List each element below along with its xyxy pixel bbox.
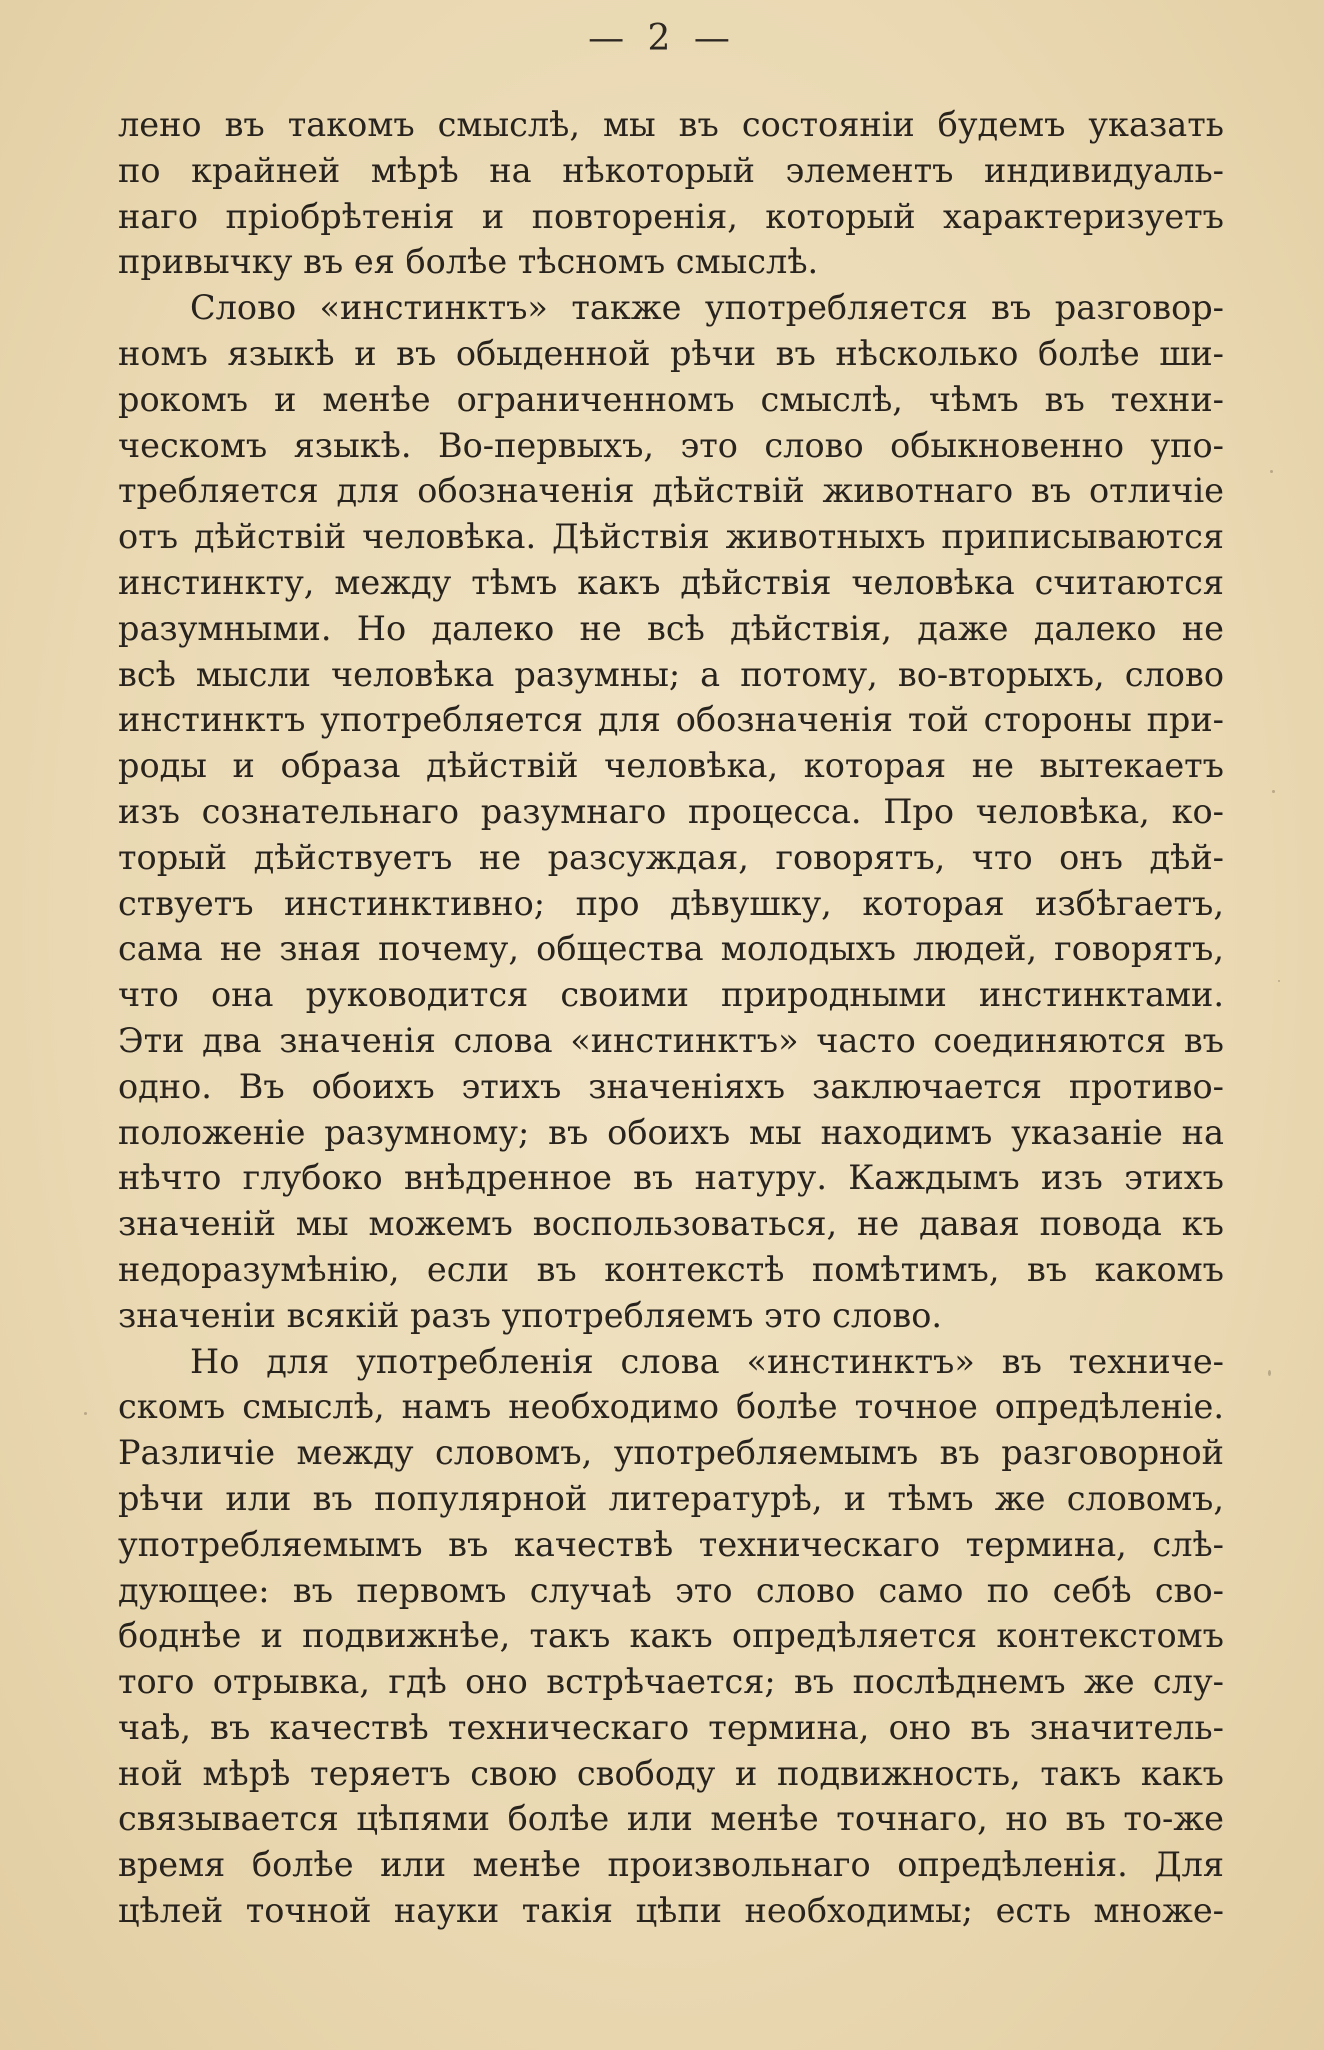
text-line: связывается цѣпями болѣе или менѣе точнаго, но въ то-же [118,1799,1224,1839]
text-line: роды и образа дѣйствій человѣка, которая не вытекаетъ [118,746,1224,786]
text-line: боднѣе и подвижнѣе, такъ какъ опредѣляется контекстомъ [118,1616,1224,1656]
text-line: отъ дѣйствій человѣка. Дѣйствія животныхъ приписываются [118,517,1224,557]
text-line: скомъ смыслѣ, намъ необходимо болѣе точное опредѣленіе. [118,1387,1224,1427]
text-line: ческомъ языкѣ. Во-первыхъ, это слово обыкновенно упо- [118,425,1224,465]
text-line: Но для употребленія слова «инстинктъ» въ техниче- [190,1341,1224,1381]
text-line: сама не зная почему, общества молодыхъ людей, говорятъ, [118,929,1224,969]
text-line: цѣлей точной науки такія цѣпи необходимы; есть множе- [118,1891,1224,1931]
text-line: инстинкту, между тѣмъ какъ дѣйствія человѣка считаются [118,562,1224,602]
paragraph-2 [118,285,1224,1338]
paper-speck [84,1412,87,1415]
text-line: дующее: въ первомъ случаѣ это слово само по себѣ сво- [118,1570,1224,1610]
text-line: рокомъ и менѣе ограниченномъ смыслѣ, чѣмъ въ техни- [118,379,1224,419]
text-line: недоразумѣнію, если въ контекстѣ помѣтимъ, въ какомъ [118,1249,1224,1289]
text-line: Слово «инстинктъ» также употребляется въ разговор- [190,288,1224,328]
paragraph-3 [118,1339,1224,1934]
text-line: одно. Въ обоихъ этихъ значеніяхъ заключается противо- [118,1066,1224,1106]
text-line: рѣчи или въ популярной литературѣ, и тѣмъ же словомъ, [118,1478,1224,1518]
text-line: положеніе разумному; въ обоихъ мы находимъ указаніе на [118,1112,1224,1152]
text-line: всѣ мысли человѣка разумны; а потому, во-вторыхъ, слово [118,654,1224,694]
paper-speck [1270,470,1273,473]
text-line: лено въ такомъ смыслѣ, мы въ состояніи будемъ указать [118,105,1224,144]
text-line: значеній мы можемъ воспользоваться, не давая повода къ [118,1204,1224,1244]
text-line: того отрывка, гдѣ оно встрѣчается; въ послѣднемъ же слу- [118,1662,1224,1702]
text-line: что она руководится своими природными инстинктами. [118,975,1224,1015]
paper-speck [1272,790,1275,793]
text-line: время болѣе или менѣе произвольнаго опредѣленія. Для [118,1845,1224,1885]
paper-speck [1268,1370,1271,1376]
text-line: наго пріобрѣтенія и повторенія, который характеризуетъ [118,196,1224,236]
text-line: ной мѣрѣ теряетъ свою свободу и подвижность, такъ какъ [118,1753,1224,1793]
paragraph-1 [118,102,1224,285]
text-line: употребляемымъ въ качествѣ техническаго термина, слѣ- [118,1524,1224,1564]
text-line: привычку въ ея болѣе тѣсномъ смыслѣ. [118,242,819,282]
text-line: инстинктъ употребляется для обозначенія той стороны при- [118,700,1224,740]
text-line: торый дѣйствуетъ не разсуждая, говорятъ, что онъ дѣй- [118,837,1224,877]
text-line: по крайней мѣрѣ на нѣкоторый элементъ индивидуаль- [118,150,1224,190]
text-line: Различіе между словомъ, употребляемымъ въ разговорной [118,1433,1224,1473]
text-line: изъ сознательнаго разумнаго процесса. Про человѣка, ко- [118,791,1224,831]
text-line: номъ языкѣ и въ обыденной рѣчи въ нѣсколько болѣе ши- [118,333,1224,373]
paper-speck [1278,980,1280,982]
text-line: значеніи всякій разъ употребляемъ это слово. [118,1295,943,1335]
text-line: нѣчто глубоко внѣдренное въ натуру. Каждымъ изъ этихъ [118,1158,1224,1198]
body-text [118,102,1224,1934]
text-line: разумными. Но далеко не всѣ дѣйствія, даже далеко не [118,608,1224,648]
text-line: требляется для обозначенія дѣйствій животнаго въ отличіе [118,471,1224,511]
text-line: Эти два значенія слова «инстинктъ» часто соединяются въ [118,1020,1224,1060]
page-number: — 2 — [588,18,736,59]
text-line: ствуетъ инстинктивно; про дѣвушку, которая избѣгаетъ, [118,883,1224,923]
text-line: чаѣ, въ качествѣ техническаго термина, оно въ значитель- [118,1707,1224,1747]
